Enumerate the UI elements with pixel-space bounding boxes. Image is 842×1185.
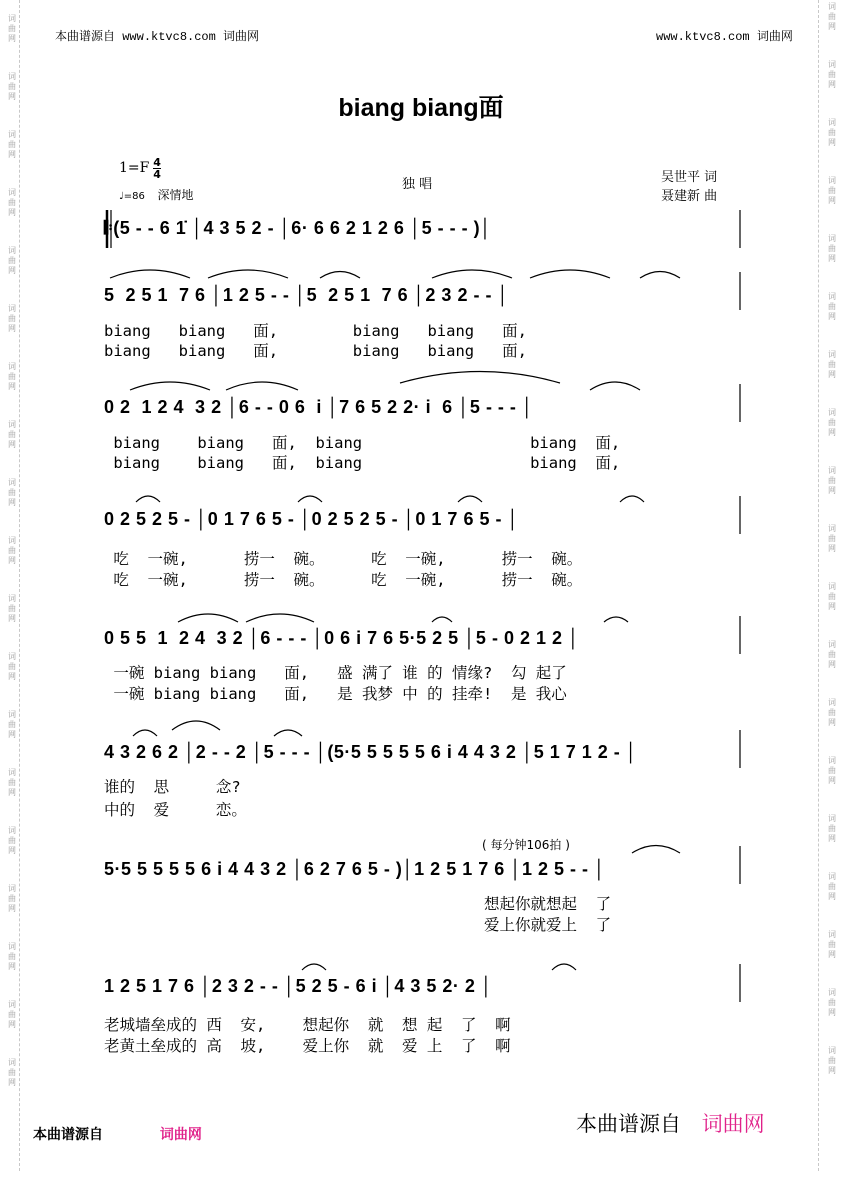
lyrics-line-8-verse-2: 老黄土垒成的 高 坡, 爱上你 就 爱 上 了 啊 — [104, 1037, 511, 1055]
lyrics-line-7-verse-1: 想起你就想起 了 — [484, 895, 612, 913]
notation-line-7: 5·5 5 5 5 5 6 i 4 4 3 2 │6 2 7 6 5 - )│1 2 5 1 7 6 │1 2 5 - - │ — [104, 859, 606, 879]
slur — [590, 382, 640, 390]
key-signature: 1=F — [119, 160, 150, 176]
notation-line-3: 0 2 1 2 4 3 2 │6 - - 0 6 i │7 6 5 2 2· i 6 │5 - - - │ — [104, 397, 534, 417]
lyricist-credit: 吴世平 词 — [661, 170, 718, 185]
slur — [172, 721, 220, 730]
slur — [604, 617, 628, 622]
notation-line-6: 4 3 2 6 2 │2 - - 2 │5 - - - │(5·5 5 5 5 5 6 i 4 4 3 2 │5 1 7 1 2 - │ — [104, 742, 638, 762]
watermark-glyph: 词 曲 网 — [828, 408, 836, 437]
slur — [110, 270, 190, 278]
lyrics-line-3-verse-2: biang biang 面, biang biang 面, — [104, 454, 621, 472]
performance-type: 独 唱 — [402, 177, 433, 192]
footer-left-credit — [33, 1124, 202, 1144]
watermark-glyph: 词 曲 网 — [8, 246, 16, 275]
slur — [302, 964, 326, 970]
watermark-glyph: 词 曲 网 — [828, 756, 836, 785]
header-right-site[interactable]: 词曲网 — [756, 30, 793, 44]
notation-line-5: 0 5 5 1 2 4 3 2 │6 - - - │0 6 i 7 6 5·5 2 5 │5 - 0 2 1 2 │ — [104, 628, 580, 648]
watermark-glyph: 词 曲 网 — [8, 130, 16, 159]
header-left-url[interactable]: www.ktvc8.com — [122, 30, 216, 44]
slur — [432, 270, 512, 278]
slur — [458, 496, 482, 502]
slur — [640, 272, 680, 279]
watermark-glyph: 词 曲 网 — [828, 814, 836, 843]
watermark-glyph: 词 曲 网 — [828, 60, 836, 89]
slur — [136, 496, 160, 502]
slur — [632, 846, 680, 854]
time-signature-bottom: 4 — [153, 168, 161, 181]
time-signature-top: 4 — [153, 156, 161, 169]
expression-marking: 深情地 — [157, 188, 194, 202]
watermark-glyph: 词 曲 网 — [828, 640, 836, 669]
slur — [208, 270, 288, 278]
slur — [226, 382, 298, 390]
notation-line-2: 5 2 5 1 7 6 │1 2 5 - - │5 2 5 1 7 6 │2 3 2 - - │ — [104, 285, 510, 305]
lyrics-line-8-verse-1: 老城墙垒成的 西 安, 想起你 就 想 起 了 啊 — [104, 1016, 511, 1034]
slur — [130, 382, 210, 390]
watermark-glyph: 词 曲 网 — [828, 930, 836, 959]
watermark-glyph: 词 曲 网 — [8, 768, 16, 797]
watermark-glyph: 词 曲 网 — [8, 826, 16, 855]
footer-right-site[interactable]: 词曲网 — [701, 1112, 765, 1136]
song-title: biang biang面 — [338, 94, 504, 122]
header-left-site[interactable]: 词曲网 — [223, 30, 260, 44]
header-left-source: 本曲谱源自 — [55, 30, 116, 44]
watermark-glyph: 词 曲 网 — [8, 884, 16, 913]
slur — [320, 272, 360, 279]
notation-line-4: 0 2 5 2 5 - │0 1 7 6 5 - │0 2 5 2 5 - │0 1 7 6 5 - │ — [104, 509, 520, 529]
notation-line-1: 𝄆(5 - - 6 1̇ │4 3 5 2 - │6· 6 6 2 1 2 6 │5 - - - )│ — [104, 218, 492, 238]
lyrics-line-2-verse-2: biang biang 面, biang biang 面, — [104, 342, 527, 360]
slur — [178, 614, 238, 622]
watermark-glyph: 词 曲 网 — [8, 942, 16, 971]
lyrics-line-5-verse-1: 一碗 biang biang 面, 盛 满了 谁 的 情缘? 勾 起了 — [104, 664, 567, 682]
watermark-glyph: 词 曲 网 — [8, 478, 16, 507]
watermark-glyph: 词 曲 网 — [8, 594, 16, 623]
watermark-glyph: 词 曲 网 — [828, 292, 836, 321]
footer-left-site[interactable]: 词曲网 — [159, 1127, 202, 1143]
footer-left-source: 本曲谱源自 — [33, 1127, 103, 1143]
lyrics-line-7-verse-2: 爱上你就爱上 了 — [484, 916, 612, 934]
slur — [246, 614, 314, 622]
watermark-glyph: 词 曲 网 — [828, 118, 836, 147]
tempo-marking: ♩=86 — [119, 191, 145, 202]
watermark-glyph: 词 曲 网 — [8, 304, 16, 333]
watermark-glyph: 词 曲 网 — [8, 1058, 16, 1087]
watermark-glyph: 词 曲 网 — [8, 362, 16, 391]
lyrics-line-4-verse-2: 吃 一碗, 捞一 碗。 吃 一碗, 捞一 碗。 — [104, 571, 583, 589]
notation-line-8: 1 2 5 1 7 6 │2 3 2 - - │5 2 5 - 6 i │4 3 5 2· 2 │ — [104, 976, 493, 996]
watermark-glyph: 词 曲 网 — [828, 698, 836, 727]
lyrics-line-2-verse-1: biang biang 面, biang biang 面, — [104, 322, 527, 340]
composer-credit: 聂建新 曲 — [661, 189, 718, 204]
watermark-glyph: 词 曲 网 — [8, 420, 16, 449]
watermark-glyph: 词 曲 网 — [8, 72, 16, 101]
slur — [400, 372, 560, 384]
watermark-glyph: 词 曲 网 — [8, 536, 16, 565]
slur — [432, 617, 452, 622]
lyrics-line-6-verse-1: 谁的 思 念? — [104, 778, 241, 796]
watermark-glyph: 词 曲 网 — [828, 524, 836, 553]
lyrics-line-4-verse-1: 吃 一碗, 捞一 碗。 吃 一碗, 捞一 碗。 — [104, 550, 583, 568]
lyrics-line-6-verse-2: 中的 爱 恋。 — [104, 801, 247, 819]
lyrics-line-5-verse-2: 一碗 biang biang 面, 是 我梦 中 的 挂牵! 是 我心 — [104, 685, 567, 703]
slur — [133, 730, 157, 736]
slur — [530, 270, 610, 278]
watermark-glyph: 词 曲 网 — [828, 350, 836, 379]
slur — [552, 964, 576, 970]
footer-right-source: 本曲谱源自 — [576, 1112, 681, 1136]
slur — [274, 730, 302, 736]
slur — [620, 496, 644, 502]
watermark-glyph: 词 曲 网 — [828, 872, 836, 901]
slur — [298, 496, 322, 502]
header-right-url[interactable]: www.ktvc8.com — [656, 30, 750, 44]
watermark-glyph: 词 曲 网 — [828, 582, 836, 611]
tempo-annotation: ( 每分钟106拍 ) — [482, 838, 570, 852]
watermark-glyph: 词 曲 网 — [828, 466, 836, 495]
watermark-glyph: 词 曲 网 — [828, 988, 836, 1017]
watermark-glyph: 词 曲 网 — [8, 14, 16, 43]
watermark-glyph: 词 曲 网 — [8, 188, 16, 217]
watermark-glyph: 词 曲 网 — [828, 234, 836, 263]
footer-right-credit — [576, 1108, 765, 1138]
watermark-glyph: 词 曲 网 — [8, 1000, 16, 1029]
watermark-glyph: 词 曲 网 — [828, 176, 836, 205]
lyrics-line-3-verse-1: biang biang 面, biang biang 面, — [104, 434, 621, 452]
watermark-glyph: 词 曲 网 — [8, 652, 16, 681]
watermark-glyph: 词 曲 网 — [828, 1046, 836, 1075]
watermark-glyph: 词 曲 网 — [828, 2, 836, 31]
watermark-glyph: 词 曲 网 — [8, 710, 16, 739]
